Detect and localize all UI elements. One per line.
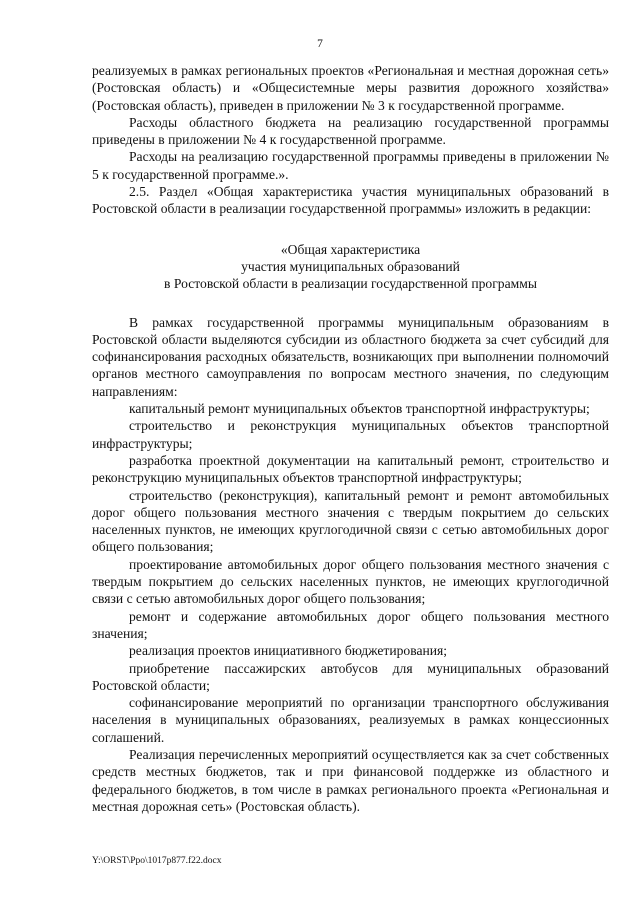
list-item-capital-repair: капитальный ремонт муниципальных объектов транспортной инфраструктуры;: [129, 401, 590, 417]
section-heading-line-1: «Общая характеристика: [280, 241, 421, 257]
list-item-road-maintenance: ремонт и содержание автомобильных дорог общего пользования местного значения;: [92, 608, 609, 641]
paragraph-section-2-5: 2.5. Раздел «Общая характеристика участия муниципальных образований в Ростовской области в реализации государственной программы» изложить в редакции:: [92, 184, 609, 217]
list-item-construction: строительство и реконструкция муниципальных объектов транспортной инфраструктуры;: [92, 418, 609, 451]
section-heading-line-2: участия муниципальных образований: [241, 258, 460, 274]
section-heading-line-3: в Ростовской области в реализации государственной программы: [164, 276, 537, 292]
paragraph-expenses: Расходы на реализацию государственной программы приведены в приложении № 5 к государственной программе.».: [92, 149, 609, 182]
paragraph-intro: В рамках государственной программы муниципальным образованиям в Ростовской области выделяются субсидии из областного бюджета за счет субсидий для софинансирования расходных обязательств, возникающих при выполнении полномочий органов местного самоуправления по вопросам местного значения, по следующим направлениям:: [92, 314, 609, 399]
list-item-road-design: проектирование автомобильных дорог общего пользования местного значения с твердым покрытием до сельских населенных пунктов, не имеющих круглогодичной связи с сетью автомобильных дорог общего пользования;: [92, 556, 609, 607]
paragraph-regional-expenses: Расходы областного бюджета на реализацию государственной программы приведены в приложении № 4 к государственной программе.: [92, 114, 609, 148]
document-body: [92, 62, 609, 815]
footer-file-path: Y:\ORST\Ppo\1017p877.f22.docx: [92, 856, 222, 866]
list-item-buses: приобретение пассажирских автобусов для муниципальных образований Ростовской области;: [92, 660, 609, 693]
section-heading: [92, 241, 609, 293]
list-item-transport-service: софинансирование мероприятий по организации транспортного обслуживания населения в муниципальных образованиях, реализуемых в рамках концессионных соглашений.: [92, 695, 609, 745]
page-number: 7: [317, 38, 323, 50]
paragraph-implementation: Реализация перечисленных мероприятий осуществляется как за счет собственных средств местных бюджетов, так и при финансовой поддержке из областного и федерального бюджетов, в том числе в рамках регионального проекта «Региональная и местная дорожная сеть» (Ростовская область).: [92, 746, 609, 814]
paragraph-continuation: реализуемых в рамках региональных проектов «Региональная и местная дорожная сеть» (Ростовская область) и «Общесистемные меры развития дорожного хозяйства» (Ростовская область), приведен в приложении № 3 к государственной программе.: [92, 63, 609, 113]
list-item-initiative-budgeting: реализация проектов инициативного бюджетирования;: [129, 643, 448, 659]
list-item-design-docs: разработка проектной документации на капитальный ремонт, строительство и реконструкцию муниципальных объектов транспортной инфраструктуры;: [92, 452, 609, 486]
list-item-road-construction: строительство (реконструкция), капитальный ремонт и ремонт автомобильных дорог общего пользования местного значения с твердым покрытием до сельских населенных пунктов, не имеющих круглогодичной связи с сетью автомобильных дорог общего пользования;: [92, 487, 609, 555]
